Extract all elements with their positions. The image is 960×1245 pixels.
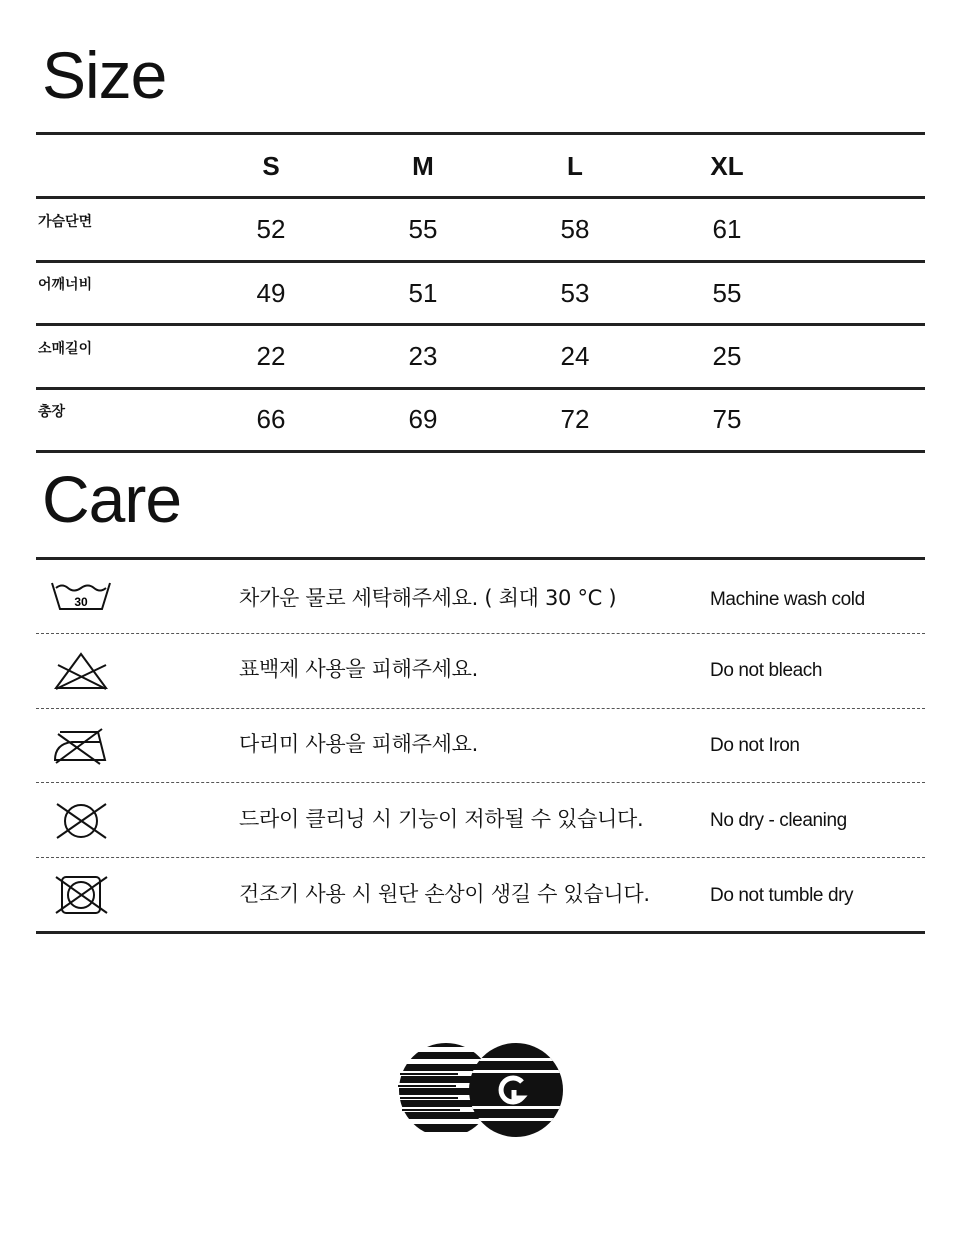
care-ko-text: 다리미 사용을 피해주세요.: [239, 732, 478, 756]
care-en-text: Do not bleach: [710, 660, 823, 681]
table-cell: 61: [712, 214, 742, 244]
table-cell: 52: [256, 214, 286, 244]
divider: [36, 323, 925, 326]
table-cell: 22: [256, 341, 286, 371]
dashed-divider: [36, 782, 925, 783]
divider: [36, 260, 925, 263]
divider: [36, 931, 925, 934]
divider: [36, 387, 925, 390]
dashed-divider: [36, 857, 925, 858]
table-cell: 23: [408, 341, 438, 371]
divider: [36, 132, 925, 135]
care-title: Care: [42, 462, 182, 536]
care-ko-text: 건조기 사용 시 원단 손상이 생길 수 있습니다.: [239, 882, 650, 906]
table-cell: 24: [560, 341, 590, 371]
divider: [36, 557, 925, 560]
no-bleach-icon: [50, 651, 112, 691]
size-column-s: S: [262, 151, 280, 181]
table-cell: 75: [712, 404, 742, 434]
table-cell: 69: [408, 404, 438, 434]
dashed-divider: [36, 633, 925, 634]
row-label-chest: 가슴단면: [38, 214, 93, 230]
table-cell: 55: [408, 214, 438, 244]
table-cell: 49: [256, 278, 286, 308]
table-cell: 58: [560, 214, 590, 244]
care-ko-text: 표백제 사용을 피해주세요.: [239, 657, 478, 681]
row-label-shoulder: 어깨너비: [38, 277, 93, 293]
table-cell: 25: [712, 341, 742, 371]
care-en-text: Do not tumble dry: [710, 885, 854, 906]
size-column-m: M: [412, 151, 434, 181]
dashed-divider: [36, 708, 925, 709]
table-cell: 53: [560, 278, 590, 308]
care-en-text: Machine wash cold: [710, 589, 865, 610]
care-ko-text: 차가운 물로 세탁해주세요. ( 최대 30 °C ): [239, 586, 617, 610]
table-cell: 72: [560, 404, 590, 434]
table-cell: 55: [712, 278, 742, 308]
divider: [36, 196, 925, 199]
care-en-text: No dry - cleaning: [710, 810, 847, 831]
size-title: Size: [42, 38, 167, 112]
no-tumble-dry-icon: [50, 875, 112, 915]
no-iron-icon: [50, 726, 112, 766]
size-column-xl: XL: [710, 151, 744, 181]
size-column-l: L: [567, 151, 583, 181]
care-ko-text: 드라이 클리닝 시 기능이 저하될 수 있습니다.: [239, 807, 644, 831]
no-dry-clean-icon: [50, 801, 112, 841]
wash-temp-label: 30: [74, 595, 88, 609]
table-cell: 66: [256, 404, 286, 434]
care-en-text: Do not Iron: [710, 735, 800, 756]
divider: [36, 450, 925, 453]
brand-logo-icon: [398, 1040, 564, 1140]
row-label-length: 총장: [38, 404, 66, 420]
table-cell: 51: [408, 278, 438, 308]
row-label-sleeve: 소매길이: [38, 341, 93, 357]
wash-30-icon: [50, 578, 112, 618]
